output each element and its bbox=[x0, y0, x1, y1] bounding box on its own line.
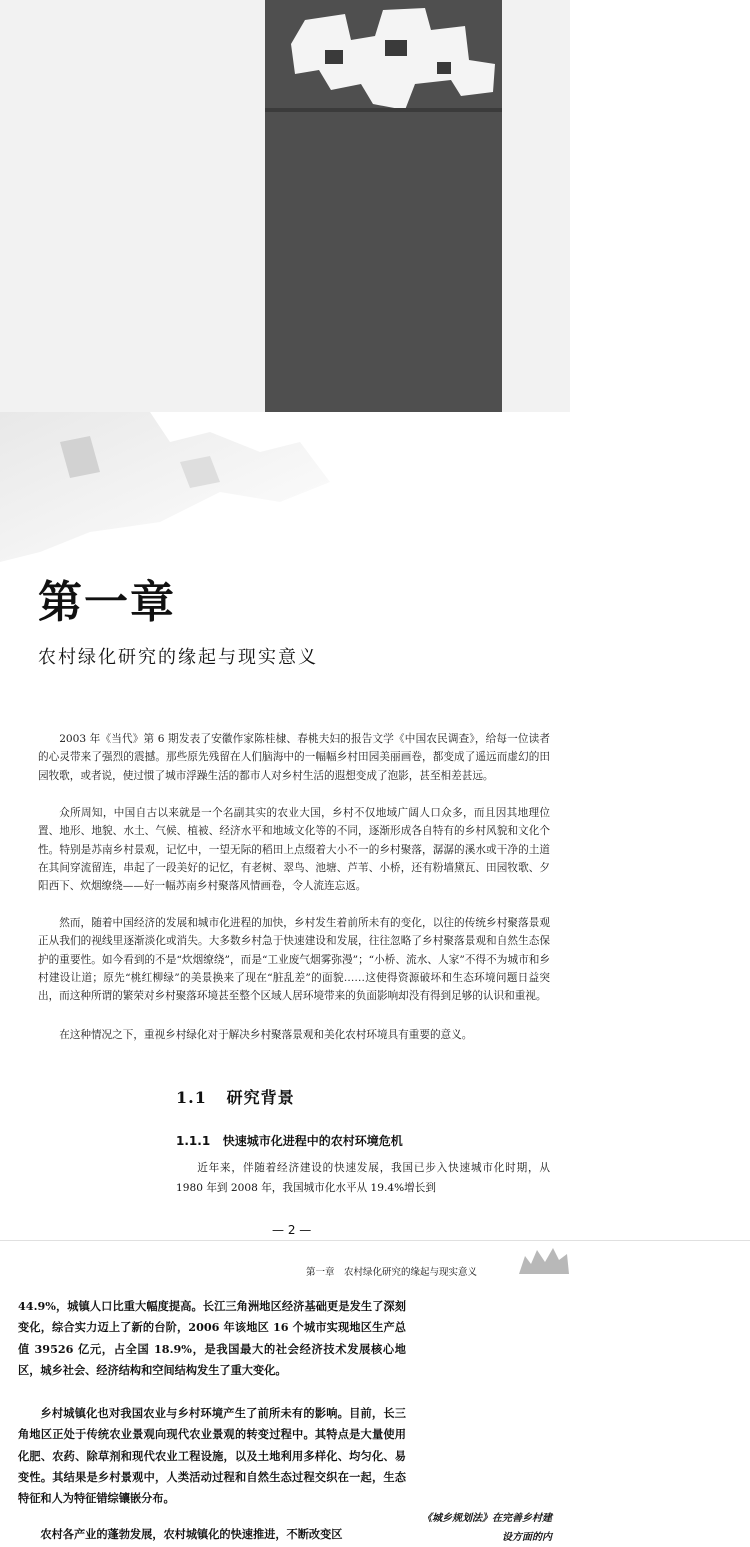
ink-wash-village-image bbox=[265, 0, 502, 412]
header-ornament-image bbox=[515, 1244, 571, 1278]
chapter-subtitle: 农村绿化研究的缘起与现实意义 bbox=[38, 647, 318, 668]
subsection-heading bbox=[176, 1132, 403, 1149]
body-paragraph-1: 2003 年《当代》第 6 期发表了安徽作家陈桂棣、春桃夫妇的报告文学《中国农民调查》，给每一位读者的心灵带来了强烈的震撼。那些原先残留在人们脑海中的一幅幅乡村田园美丽画卷，都变成了遥远而虚幻的田园牧歌，或者说，使过惯了城市浮躁生活的都市人对乡村生活的遐想变成了泡影，甚至相差甚远。 bbox=[38, 733, 550, 782]
body-paragraph-2: 众所周知，中国自古以来就是一个名副其实的农业大国，乡村不仅地域广阔人口众多，而且因其地理位置、地形、地貌、水土、气候、植被、经济水平和地域文化等的不同，逐渐形成各自特有的乡村风貌和文化个性。特别是苏南乡村景观，记忆中，一望无际的稻田上点缀着大小不一的乡村聚落，潺潺的溪水或干净的土道在其间穿流留连，串起了一段美好的记忆，有老树、翠鸟、池塘、芦苇、小桥，还有粉墙黛瓦、田园牧歌、夕阳西下、炊烟缭绕——好一幅苏南乡村聚落风情画卷，令人流连忘返。 bbox=[38, 807, 550, 893]
faded-village-image bbox=[0, 412, 370, 562]
subsection-number: 1.1.1 bbox=[176, 1134, 211, 1148]
section-number: 1.1 bbox=[176, 1088, 207, 1107]
page-divider bbox=[0, 1240, 750, 1241]
subsection-title: 快速城市化进程中的农村环境危机 bbox=[222, 1134, 403, 1148]
chapter-title: 第一章 bbox=[38, 577, 176, 628]
body-paragraph-3: 然而，随着中国经济的发展和城市化进程的加快，乡村发生着前所未有的变化，以往的传统乡村聚落景观正从我们的视线里逐渐淡化或消失。大多数乡村急于快速建设和发展，往往忽略了乡村聚落景观和自然生态保护的重要性。如今看到的不是“炊烟缭绕”，而是“工业废气烟雾弥漫”；“小桥、流水、人家”不得不为城市和乡村建设让道；原先“桃红柳绿”的美景换来了现在“脏乱差”的面貌……这使得资源破坏和生态环境问题日益突出，而这种所谓的繁荣对乡村聚落环境甚至整个区域人居环境带来的负面影响却没有得到足够的认识和重视。 bbox=[38, 917, 550, 1003]
page-number: — 2 — bbox=[272, 1223, 312, 1237]
body-paragraph-4: 在这种情况之下，重视乡村绿化对于解决乡村聚落景观和美化农村环境具有重要的意义。 bbox=[59, 1029, 473, 1041]
margin-note: 《城乡规划法》在完善乡村建设方面的内 bbox=[422, 1513, 552, 1543]
section-heading bbox=[176, 1085, 295, 1108]
section-title: 研究背景 bbox=[226, 1088, 295, 1107]
page3-paragraph-1: 44.9%，城镇人口比重大幅度提高。长江三角洲地区经济基础更是发生了深刻变化，综合实力迈上了新的台阶，2006 年该地区 16 个城市实现地区生产总值 39526 亿元，占全国 18.9%，是我国最大的社会经济技术发展核心地区，城乡社会、经济结构和空间结构发生了重大变化。 bbox=[18, 1299, 406, 1377]
page3-paragraph-3: 农村各产业的蓬勃发展，农村城镇化的快速推进，不断改变区 bbox=[40, 1527, 343, 1541]
subsection-intro: 近年来，伴随着经济建设的快速发展，我国已步入快速城市化时期，从 1980 年到 2008 年，我国城市化水平从 19.4%增长到 bbox=[176, 1162, 550, 1194]
page3-paragraph-2: 乡村城镇化也对我国农业与乡村环境产生了前所未有的影响。目前，长三角地区正处于传统农业景观向现代农业景观的转变过程中。其特点是大量使用化肥、农药、除草剂和现代农业工程设施，以及土地利用多样化、均匀化、易变性。其结果是乡村景观中，人类活动过程和自然生态过程交织在一起，生态特征和人为特征错综镶嵌分布。 bbox=[18, 1406, 406, 1506]
running-header: 第一章 农村绿化研究的缘起与现实意义 bbox=[306, 1267, 478, 1278]
